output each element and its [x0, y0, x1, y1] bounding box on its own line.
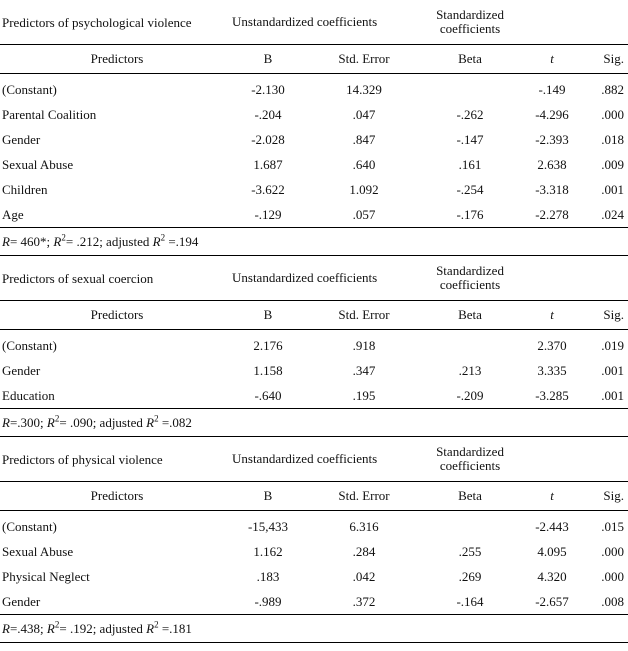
predictor-name: (Constant) [2, 81, 57, 97]
predictor-name: Sexual Abuse [2, 543, 74, 559]
sig-value: .015 [601, 518, 625, 534]
std-error-value: .372 [352, 593, 376, 609]
table-row [0, 330, 628, 359]
model-fit-summary: R= 460*; $R^2= .212$; adjusted $R^2 =.194$ [0, 228, 628, 256]
beta-value: .161 [458, 156, 482, 172]
predictor-name: (Constant) [2, 337, 57, 353]
beta-value: .213 [458, 362, 482, 378]
table-row [0, 383, 628, 409]
sig-value: .882 [601, 81, 625, 97]
model-fit-row [0, 615, 628, 643]
sig-value: .001 [601, 387, 625, 403]
t-header-label: t [550, 488, 554, 503]
beta-value: -.254 [456, 181, 484, 197]
model-fit-row [0, 228, 628, 256]
beta-value: .269 [458, 568, 482, 584]
table-row [0, 202, 628, 228]
t-value: -2.393 [535, 131, 569, 147]
r-value: =.300; [9, 414, 47, 430]
r-squared-value: = .192; adjusted [59, 620, 147, 636]
sig-header: Sig. [588, 45, 628, 74]
predictor-name: Physical Neglect [2, 568, 90, 584]
beta-value: -.209 [456, 387, 484, 403]
sig-value: .024 [601, 206, 625, 222]
model-fit-row [0, 409, 628, 437]
std-error-value: 1.092 [349, 181, 379, 197]
predictor-name: Children [2, 181, 48, 197]
column-header-row [0, 45, 628, 74]
table-row [0, 102, 628, 127]
t-value: -3.285 [535, 387, 569, 403]
beta-value [424, 74, 516, 103]
b-value: -2.028 [251, 131, 285, 147]
section-title: Predictors of physical violence [0, 437, 232, 482]
section-title: Predictors of sexual coercion [0, 256, 232, 301]
beta-value: -.147 [456, 131, 484, 147]
t-value: 4.320 [537, 568, 567, 584]
t-header [516, 482, 588, 511]
t-value: -4.296 [535, 106, 569, 122]
b-value: 1.158 [253, 362, 283, 378]
std-error-value: .918 [352, 337, 376, 353]
standardized-label: Standardized [436, 7, 504, 22]
adjusted-r-squared-value: =.181 [158, 620, 192, 636]
table-row [0, 589, 628, 615]
table-row [0, 74, 628, 103]
b-value: 1.162 [253, 543, 283, 559]
model-fit-summary: R=.438; $R^2= .192$; adjusted $R^2 =.181$ [0, 615, 628, 643]
predictor-name: Gender [2, 362, 41, 378]
sig-value: .008 [601, 593, 625, 609]
t-value: -2.443 [535, 518, 569, 534]
coefficients-label: coefficients [439, 277, 501, 292]
t-value: 2.370 [537, 337, 567, 353]
predictors-header: Predictors [0, 45, 232, 74]
std-error-header: Std. Error [304, 301, 424, 330]
section-header [0, 0, 628, 45]
t-value: -2.657 [535, 593, 569, 609]
t-header [516, 301, 588, 330]
predictors-header: Predictors [0, 482, 232, 511]
sig-value: .019 [601, 337, 625, 353]
adjusted-r-squared-value: =.194 [165, 233, 199, 249]
b-value: -15,433 [247, 518, 289, 534]
beta-value [424, 511, 516, 540]
standardized-coefficients-header [424, 437, 516, 482]
std-error-value: .042 [352, 568, 376, 584]
std-error-value: .284 [352, 543, 376, 559]
t-header-label: t [550, 307, 554, 322]
t-value: 3.335 [537, 362, 567, 378]
sig-value: .000 [601, 543, 625, 559]
sig-header: Sig. [588, 482, 628, 511]
sig-value: .001 [601, 181, 625, 197]
standardized-coefficients-header [424, 0, 516, 45]
predictor-name: Education [2, 387, 55, 403]
standardized-coefficients-header [424, 256, 516, 301]
sig-value: .009 [601, 156, 625, 172]
empty-cell [588, 256, 628, 301]
r-squared-value: = .090; adjusted [59, 414, 147, 430]
t-value: 2.638 [537, 156, 567, 172]
coefficients-label: coefficients [439, 21, 501, 36]
t-value: -2.278 [535, 206, 569, 222]
predictors-header: Predictors [0, 301, 232, 330]
section-header [0, 437, 628, 482]
r-value: =.438; [9, 620, 47, 636]
beta-header: Beta [424, 301, 516, 330]
section-header [0, 256, 628, 301]
b-value: -.640 [254, 387, 282, 403]
empty-cell [588, 0, 628, 45]
t-value: -.149 [538, 81, 566, 97]
t-value: 4.095 [537, 543, 567, 559]
unstandardized-coefficients-header: Unstandardized coefficients [232, 14, 378, 29]
std-error-value: .057 [352, 206, 376, 222]
empty-cell [516, 0, 588, 45]
table-row [0, 177, 628, 202]
b-value: .183 [256, 568, 280, 584]
b-header: B [232, 45, 304, 74]
column-header-row [0, 301, 628, 330]
table-row [0, 152, 628, 177]
beta-value [424, 330, 516, 359]
empty-cell [516, 437, 588, 482]
std-error-value: .195 [352, 387, 376, 403]
unstandardized-coefficients-header: Unstandardized coefficients [232, 437, 424, 482]
sig-value: .001 [601, 362, 625, 378]
b-value: -.129 [254, 206, 282, 222]
std-error-value: .347 [352, 362, 376, 378]
std-error-header: Std. Error [304, 482, 424, 511]
std-error-value: .640 [352, 156, 376, 172]
b-value: -.989 [254, 593, 282, 609]
table-row [0, 358, 628, 383]
predictor-name: Parental Coalition [2, 106, 97, 122]
b-header: B [232, 482, 304, 511]
table-row [0, 564, 628, 589]
empty-cell [588, 437, 628, 482]
predictor-name: Sexual Abuse [2, 156, 74, 172]
table-row [0, 539, 628, 564]
sig-value: .018 [601, 131, 625, 147]
section-title: Predictors of psychological violence [2, 14, 192, 30]
b-value: -.204 [254, 106, 282, 122]
beta-value: -.176 [456, 206, 484, 222]
sig-value: .000 [601, 106, 625, 122]
b-header: B [232, 301, 304, 330]
r-value: = 460*; [9, 233, 54, 249]
std-error-header: Std. Error [304, 45, 424, 74]
sig-header: Sig. [588, 301, 628, 330]
column-header-row [0, 482, 628, 511]
standardized-label: Standardized [436, 444, 504, 459]
b-value: -3.622 [251, 181, 285, 197]
std-error-value: .047 [352, 106, 376, 122]
empty-cell [516, 256, 588, 301]
adjusted-r-squared-value: =.082 [158, 414, 192, 430]
t-header-label: t [550, 51, 554, 66]
b-value: 2.176 [253, 337, 283, 353]
r-squared-value: = .212; adjusted [65, 233, 153, 249]
b-value: -2.130 [251, 81, 285, 97]
std-error-value: .847 [352, 131, 376, 147]
unstandardized-coefficients-header: Unstandardized coefficients [232, 256, 424, 301]
beta-value: .255 [458, 543, 482, 559]
model-fit-summary: R=.300; $R^2= .090$; adjusted $R^2 =.082$ [0, 409, 628, 437]
b-value: 1.687 [253, 156, 283, 172]
beta-value: -.262 [456, 106, 484, 122]
table-row [0, 511, 628, 540]
beta-value: -.164 [456, 593, 484, 609]
sig-value: .000 [601, 568, 625, 584]
t-header [516, 45, 588, 74]
std-error-value: 14.329 [346, 81, 382, 97]
table-row [0, 127, 628, 152]
coefficients-label: coefficients [439, 458, 501, 473]
std-error-value: 6.316 [349, 518, 379, 534]
predictor-name: Gender [2, 131, 41, 147]
predictor-name: (Constant) [2, 518, 57, 534]
t-value: -3.318 [535, 181, 569, 197]
predictor-name: Gender [2, 593, 41, 609]
beta-header: Beta [424, 45, 516, 74]
standardized-label: Standardized [436, 263, 504, 278]
predictor-name: Age [2, 206, 24, 222]
beta-header: Beta [424, 482, 516, 511]
